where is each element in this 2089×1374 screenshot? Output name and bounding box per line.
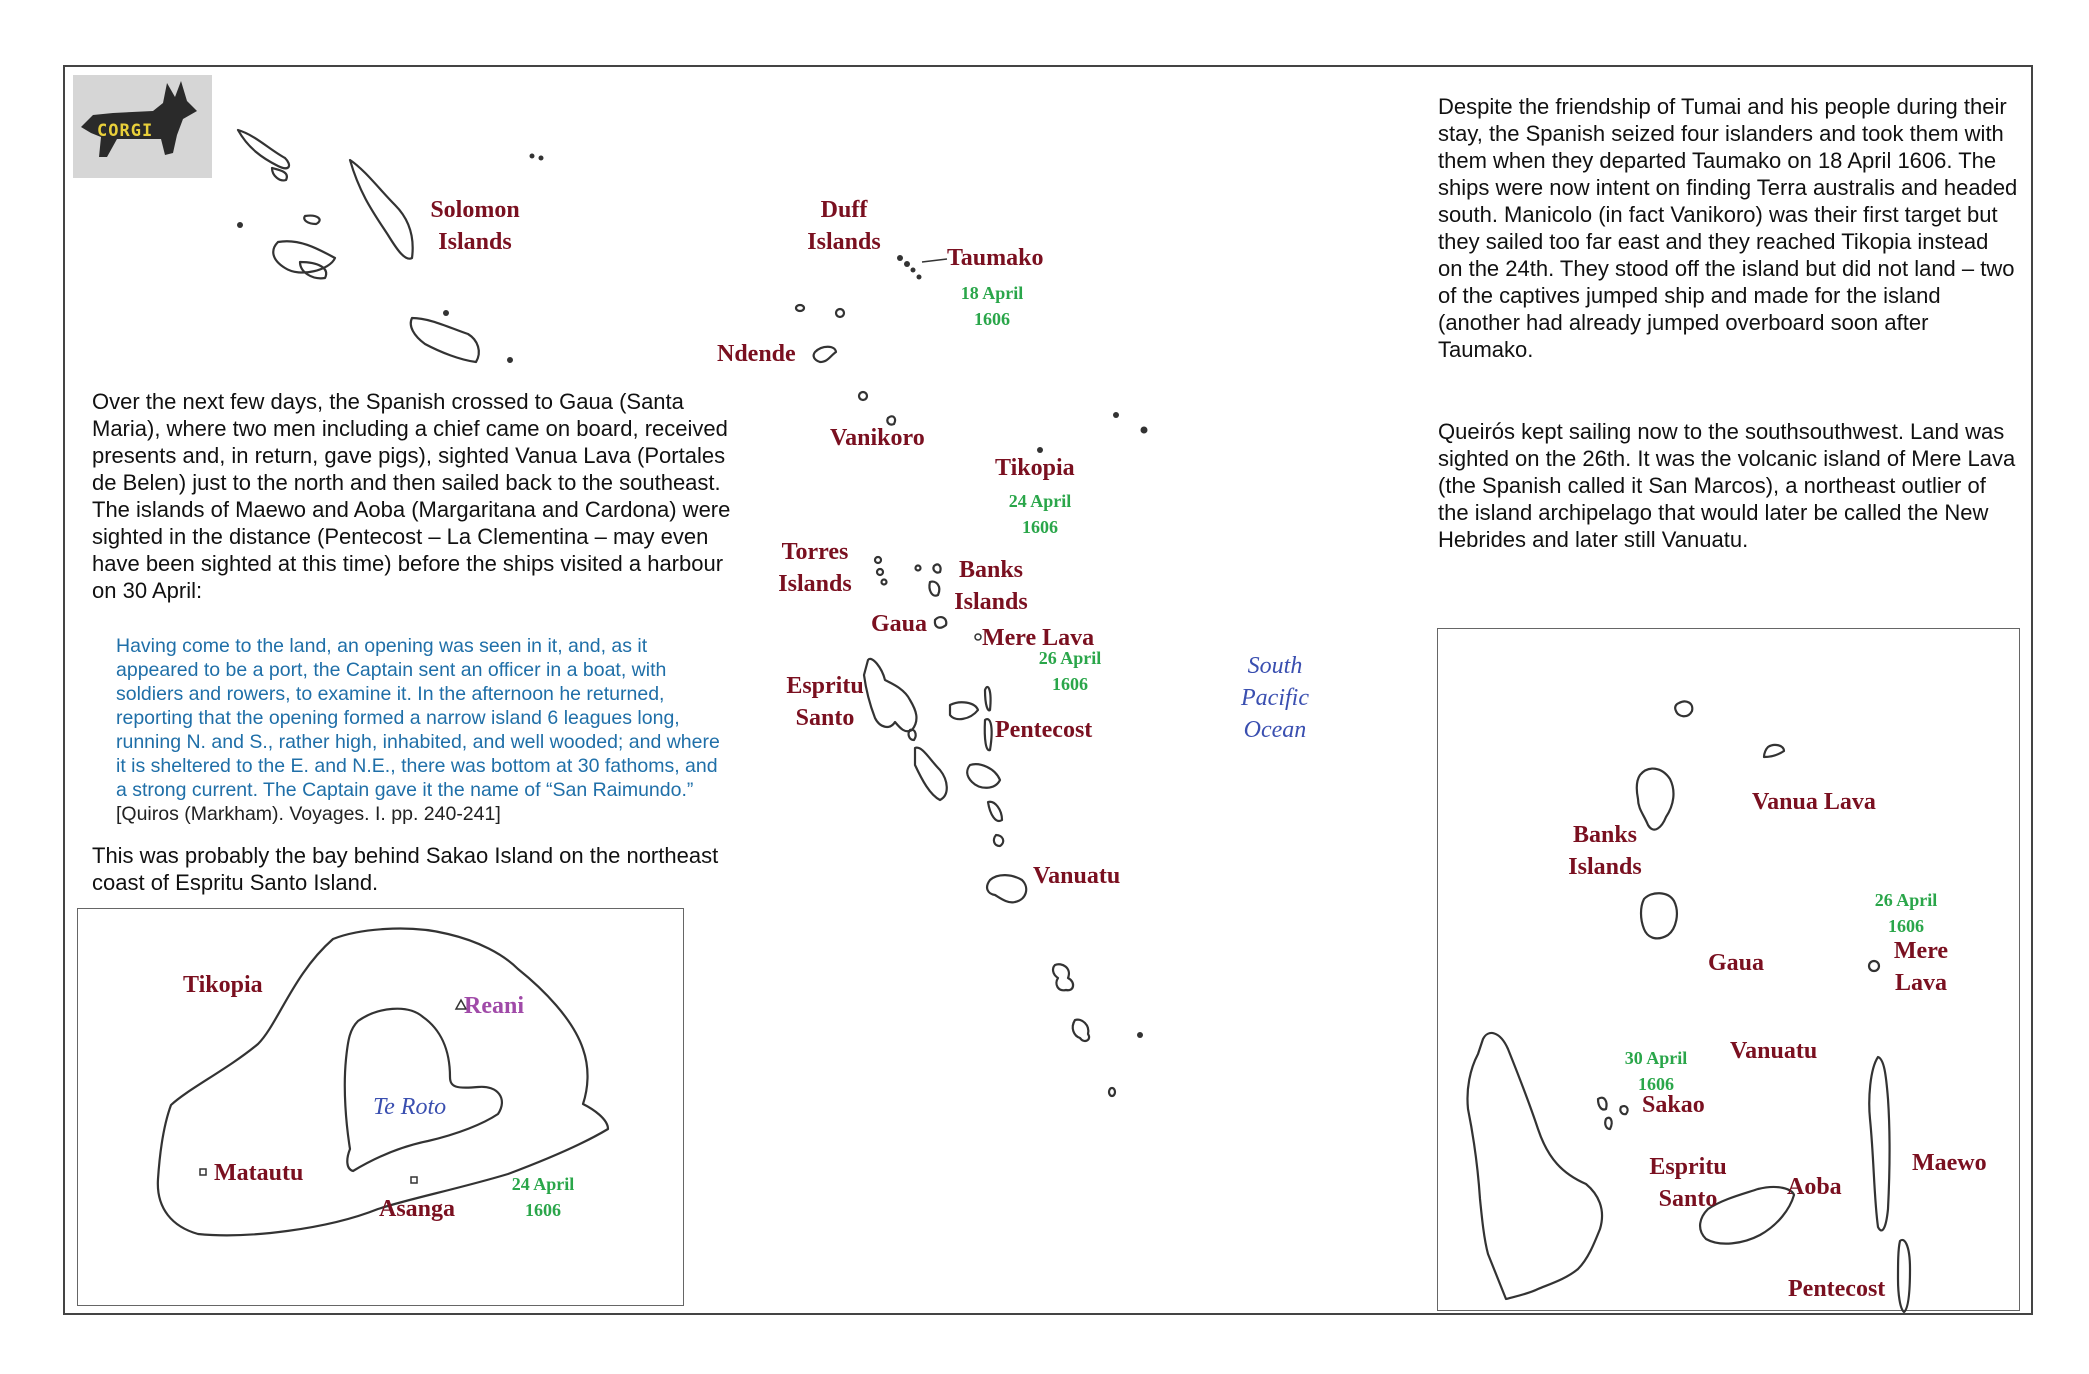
label-solomon-islands: Solomon Islands xyxy=(430,197,520,255)
label-pentecost: Pentecost xyxy=(995,717,1093,743)
label-ndende: Ndende xyxy=(717,341,796,367)
label-asanga: Asanga xyxy=(379,1196,456,1222)
label-taumako: Taumako xyxy=(947,245,1044,271)
left-paragraph: Over the next few days, the Spanish crossed to Gaua (Santa Maria), where two men including a chief came on board, received presents and, in return, gave pigs), sighted Vanua Lava (Portales de Belen) just to the north and then sailed back to the southeast. The islands of Maewo and Aoba (Margaritana and Cardona) were sighted in the distance (Pentecost – La Clementina – may even have been sighted at this time) before the ships visited a harbour on 30 April: xyxy=(92,389,731,603)
inset-date-tikopia: 24 April 1606 xyxy=(511,1174,575,1220)
inset-label-sakao: Sakao xyxy=(1642,1092,1705,1118)
inset-label-banks-islands: Banks Islands xyxy=(1568,822,1642,880)
tikopia-inset xyxy=(77,908,684,1306)
label-vanuatu: Vanuatu xyxy=(1033,863,1121,889)
label-reani: Reani xyxy=(464,993,524,1019)
inset-label-vanua-lava: Vanua Lava xyxy=(1752,789,1876,815)
label-matautu: Matautu xyxy=(214,1160,304,1186)
vanuatu-inset xyxy=(1437,628,2020,1311)
date-mere-lava: 26 April 1606 xyxy=(1038,648,1102,694)
quote-block xyxy=(116,634,732,826)
inset-label-aoba: Aoba xyxy=(1787,1174,1842,1200)
inset-date-mere-lava: 26 April 1606 xyxy=(1874,890,1938,936)
right-paragraph-2: Queirós kept sailing now to the southsouthwest. Land was sighted on the 26th. It was the volcanic island of Mere Lava (the Spanish called it San Marcos), a northeast outlier of the island archipelago that would later be called the New Hebrides and later still Vanuatu. xyxy=(1438,419,2016,552)
inset-label-maewo: Maewo xyxy=(1912,1150,1987,1176)
date-taumako: 18 April 1606 xyxy=(960,283,1024,329)
inset-date-sakao: 30 April 1606 xyxy=(1624,1048,1688,1094)
left-paragraph-2: This was probably the bay behind Sakao Island on the northeast coast of Espritu Santo Island. xyxy=(92,843,719,895)
inset-label-vanuatu: Vanuatu xyxy=(1730,1038,1818,1064)
label-south-pacific-ocean: South Pacific Ocean xyxy=(1241,653,1309,743)
label-te-roto: Te Roto xyxy=(373,1094,447,1120)
inset-label-tikopia: Tikopia xyxy=(183,972,263,998)
label-gaua: Gaua xyxy=(871,611,928,637)
label-duff-islands: Duff Islands xyxy=(807,197,881,255)
inset-label-mere-lava: Mere Lava xyxy=(1893,938,1949,996)
inset-label-gaua: Gaua xyxy=(1708,950,1765,976)
label-vanikoro: Vanikoro xyxy=(830,425,925,451)
inset-label-espritu-santo: Espritu Santo xyxy=(1649,1154,1727,1212)
label-espritu-santo: Espritu Santo xyxy=(786,673,864,731)
right-paragraph-1: Despite the friendship of Tumai and his people during their stay, the Spanish seized four islanders and took them with them when they departed Taumako on 18 April 1606. The ships were now intent on finding Terra australis and headed south. Manicolo (in fact Vanikoro) was their first target but they sailed too far east and they reached Tikopia instead on the 24th. They stood off the island but did not land – two of the captives jumped ship and made for the island (another had already jumped overboard soon after Taumako. xyxy=(1438,94,2018,362)
label-banks-islands: Banks Islands xyxy=(954,557,1028,615)
quote-text: Having come to the land, an opening was seen in it, and, as it appeared to be a port, the Captain sent an officer in a boat, with soldiers and rowers, to examine it. In the afternoon he returned, reporting that the opening formed a narrow island 6 leagues long, running N. and S., rather high, inhabited, and well wooded; and where it is sheltered to the E. and N.E., there was bottom at 30 fathoms, and a strong current. The Captain gave it the name of “San Raimundo.” xyxy=(116,635,720,801)
label-tikopia: Tikopia xyxy=(995,455,1075,481)
date-tikopia: 24 April 1606 xyxy=(1008,491,1072,537)
inset-label-pentecost: Pentecost xyxy=(1788,1276,1886,1302)
quote-citation: [Quiros (Markham). Voyages. I. pp. 240-241] xyxy=(116,803,501,825)
logo-text: CORGI xyxy=(97,121,154,141)
label-mere-lava: Mere Lava xyxy=(982,625,1095,651)
label-torres-islands: Torres Islands xyxy=(778,539,852,597)
